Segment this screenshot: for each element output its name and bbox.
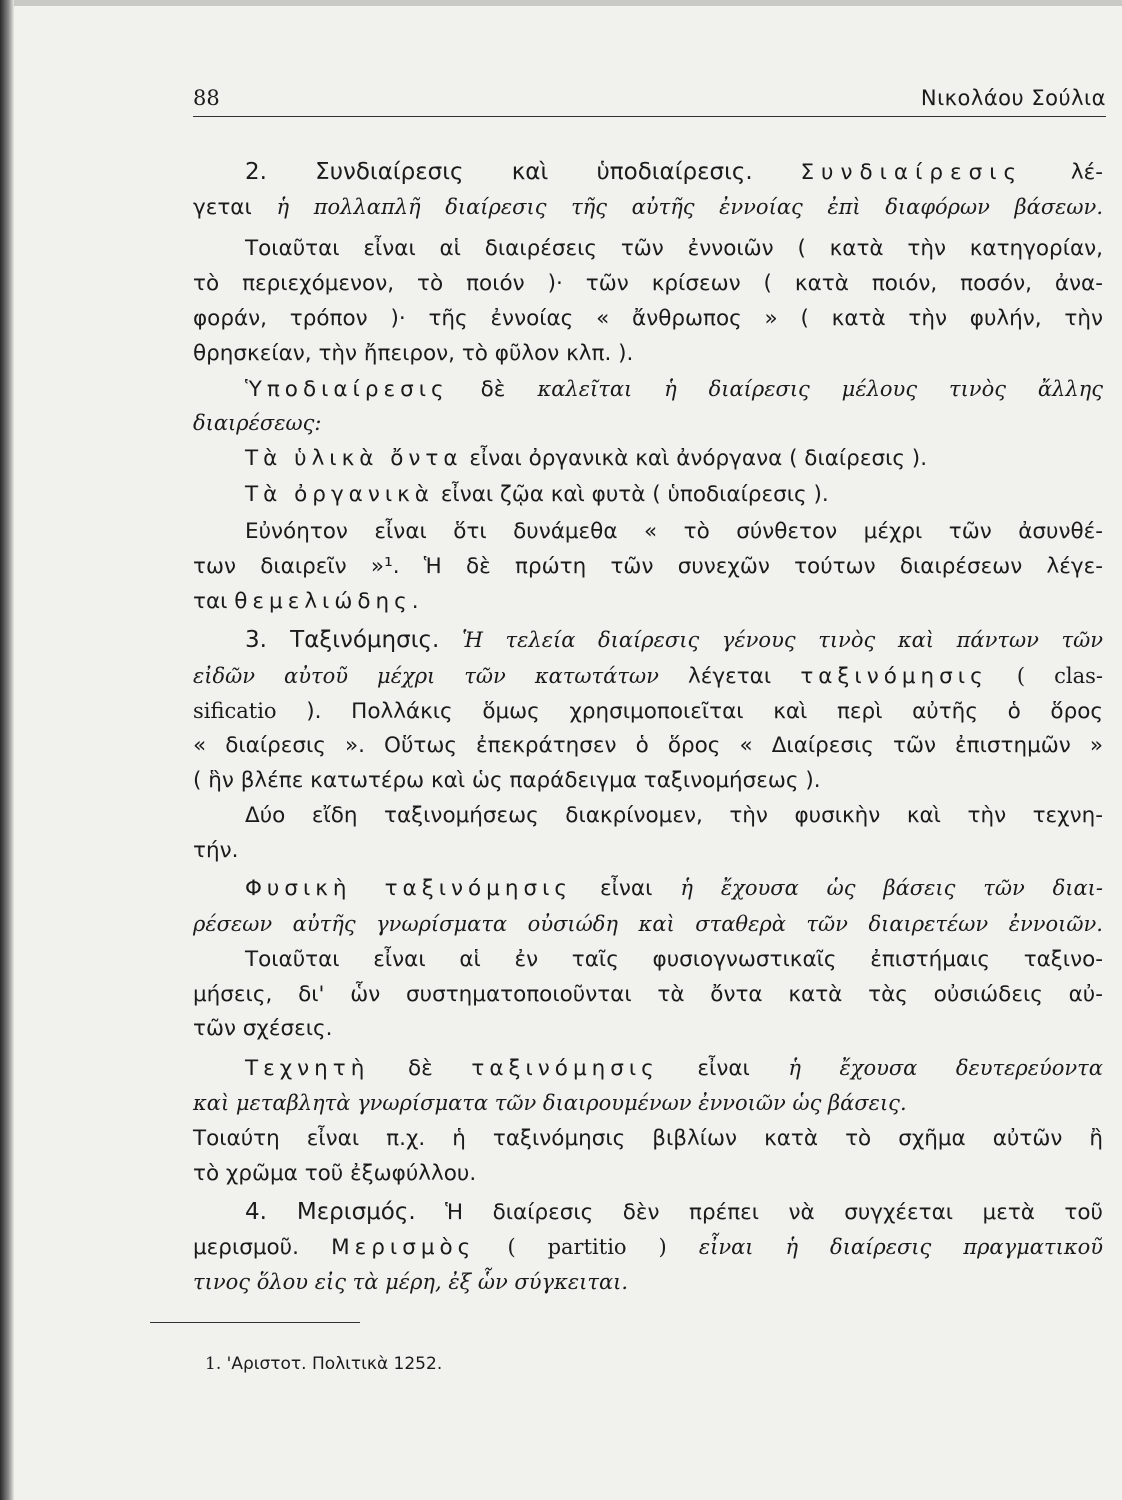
text-span: ται [193,589,228,614]
text-line [245,622,1103,658]
spaced-term: Μερισμὸς [331,1235,476,1260]
footnote [205,1352,442,1376]
text-line: μήσεις, δι' ὧν συστηματοποιοῦνται τὰ ὄντα κατὰ τὰς οὐσιώδεις αὐ- [193,982,1103,1007]
text-line [245,1194,1103,1230]
text-span: λέ- [1070,160,1104,185]
spaced-term: Τὰ ὀργανικὰ [245,482,434,507]
text-line: τινος ὅλου εἰς τὰ μέρη, ἐξ ὧν σύγκειται. [193,1270,629,1294]
text-line: Δύο εἴδη ταξινομήσεως διακρίνομεν, τὴν φυσικὴν καὶ τὴν τεχνη- [245,803,1103,828]
definition-italic: εἰδῶν αὐτοῦ μέχρι τῶν κατωτάτων [193,664,659,688]
section-heading: 3. Ταξινόμησις. [245,627,440,653]
page-binding-shadow [0,0,14,1500]
text-line: φοράν, τρόπον )· τῆς ἐννοίας « ἄνθρωπος » ( κατὰ τὴν φυλήν, τὴν [193,306,1103,331]
spaced-term: Τὰ ὑλικὰ ὄντα [245,446,463,471]
text-line [245,154,1103,190]
text-line: Τοιαῦται εἶναι αἱ ἐν ταῖς φυσιογνωστικαῖς ἐπιστήμαις ταξινο- [245,947,1103,972]
footnote-rule [150,1322,360,1323]
text-line: διαιρέσεως: [193,411,322,435]
spaced-term: θεμελιώδης. [234,589,424,614]
text-line [245,441,1103,477]
text-span: ). Πολλάκις ὅμως χρησιμοποιεῖται καὶ περὶ αὐτῆς ὁ ὅρος [306,699,1103,724]
text-span: εἶναι [697,1056,750,1081]
text-span: δὲ [408,1056,433,1081]
section-heading: 2. Συνδιαίρεσις καὶ ὑποδιαίρεσις. [245,159,753,185]
text-line: ( ἣν βλέπε κατωτέρω καὶ ὡς παράδειγμα ταξινομήσεως ). [193,768,821,793]
spaced-term: Συνδιαίρεσις [800,160,1024,185]
text-line: καὶ μεταβλητὰ γνωρίσματα τῶν διαιρουμένων ἐννοιῶν ὡς βάσεις. [193,1091,907,1115]
text-span: εἶναι ζῷα καὶ φυτὰ ( ὑποδιαίρεσις ). [440,482,829,507]
text-span: εἶναι ὀργανικὰ καὶ ἀνόργανα ( διαίρεσις ). [469,446,928,471]
definition-italic: Ἡ τελεία διαίρεσις γένους τινὸς καὶ πάντων τῶν [462,628,1103,652]
definition-italic: ἡ ἔχουσα ὡς βάσεις τῶν διαι- [680,876,1103,900]
text-line: Τοιαύτη εἶναι π.χ. ἡ ταξινόμησις βιβλίων κατὰ τὸ σχῆμα αὐτῶν ἢ [193,1126,1103,1151]
text-line: τὸ χρῶμα τοῦ ἐξωφύλλου. [193,1161,477,1186]
text-span: Ἡ διαίρεσις δὲν πρέπει νὰ συγχέεται μετὰ τοῦ [445,1200,1103,1225]
text-line [193,658,1103,694]
text-line: των διαιρεῖν »¹. Ἡ δὲ πρώτη τῶν συνεχῶν τούτων διαιρέσεων λέγε- [193,554,1103,579]
text-line: τήν. [193,838,239,863]
text-span: μερισμοῦ. [193,1235,299,1260]
text-line: « διαίρεσις ». Οὕτως ἐπεκράτησεν ὁ ὅρος « Διαίρεσις τῶν ἐπιστημῶν » [193,733,1103,758]
text-line: Τοιαῦται εἶναι αἱ διαιρέσεις τῶν ἐννοιῶν ( κατὰ τὴν κατηγορίαν, [245,236,1103,261]
definition-italic: εἶναι ἡ διαίρεσις πραγματικοῦ [698,1235,1104,1259]
spaced-term: Φυσικὴ ταξινόμησις [245,876,572,901]
text-line: τὸ περιεχόμενον, τὸ ποιόν )· τῶν κρίσεων ( κατὰ ποιόν, ποσόν, ἀνα- [193,271,1103,296]
text-line [193,1229,1103,1265]
text-line [245,371,1103,407]
latin-text: ( clas- [1016,664,1103,688]
text-line: ρέσεων αὐτῆς γνωρίσματα οὐσιώδη καὶ σταθερὰ τῶν διαιρετέων ἐννοιῶν. [193,912,1103,936]
text-line: τῶν σχέσεις. [193,1016,333,1041]
text-line [245,477,1103,513]
spaced-term: Τεχνητὴ [245,1056,370,1081]
text-span: δὲ [480,377,506,402]
text-line [193,189,1103,225]
spaced-term: Ὑποδιαίρεσις [245,377,449,402]
footnote-text: 'Αριστοτ. Πολιτικὰ 1252. [226,1354,443,1374]
text-line [193,584,1103,620]
text-span: γεται [193,195,252,220]
latin-text: ( partitio ) [507,1235,667,1259]
text-span: λέγεται [688,664,772,689]
page-top-edge [0,0,1122,6]
spaced-term: ταξινόμησις [800,664,988,689]
section-heading: 4. Μερισμός. [245,1199,416,1225]
text-line: Εὐνόητον εἶναι ὅτι δυνάμεθα « τὸ σύνθετον μέχρι τῶν ἀσυνθέ- [245,519,1103,544]
definition-italic: ἡ πολλαπλῆ διαίρεσις τῆς αὐτῆς ἐννοίας ἐπὶ διαφόρων βάσεων. [276,195,1103,219]
running-title: Νικολάου Σούλια [920,86,1106,110]
text-line [245,870,1103,906]
definition-italic: ἡ ἔχουσα δευτερεύοντα [788,1056,1103,1080]
text-line [193,693,1103,729]
text-line: θρησκείαν, τὴν ἤπειρον, τὸ φῦλον κλπ. ). [193,341,634,366]
footnote-number: 1. [205,1354,222,1374]
text-line [245,1050,1103,1086]
header-rule [193,116,1106,117]
text-span: εἶναι [600,876,653,901]
page-header [193,86,1106,116]
spaced-term: ταξινόμησις [471,1056,659,1081]
latin-text: sificatio [193,699,277,723]
page-number: 88 [193,86,220,110]
definition-italic: καλεῖται ἡ διαίρεσις μέλους τινὸς ἄλλης [537,377,1103,401]
